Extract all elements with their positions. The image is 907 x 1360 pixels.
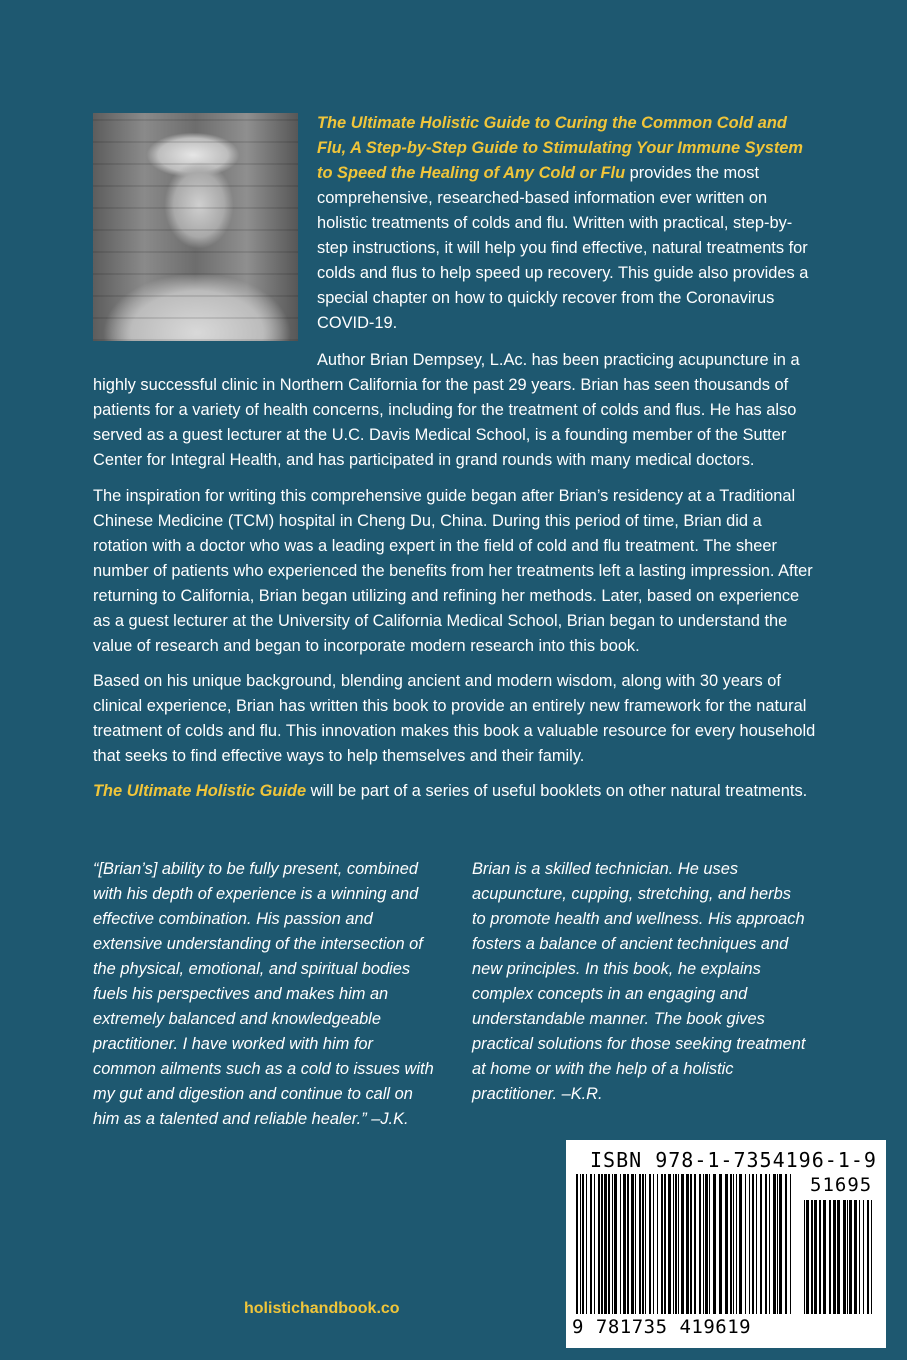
barcode-bar (843, 1200, 846, 1314)
barcode-bar (863, 1200, 864, 1314)
barcode-bar (582, 1174, 584, 1314)
addon-bars (802, 1200, 878, 1320)
barcode-bar (604, 1174, 607, 1314)
barcode-bar (627, 1174, 629, 1314)
series-text: will be part of a series of useful booklets on other natural treatments. (306, 782, 808, 800)
barcode-bar (765, 1174, 767, 1314)
barcode-bar (779, 1174, 782, 1314)
barcode-bar (811, 1200, 813, 1314)
barcode-bar (694, 1174, 696, 1314)
barcode-bar (745, 1174, 746, 1314)
barcode-bar (653, 1174, 654, 1314)
barcode-bar (681, 1174, 684, 1314)
barcode-bar (854, 1200, 857, 1314)
barcode-bar (598, 1174, 600, 1314)
barcode-bar (739, 1174, 742, 1314)
website-link[interactable]: holistichandbook.co (244, 1300, 400, 1317)
author-photo (93, 113, 298, 341)
barcode-bar (614, 1174, 617, 1314)
barcode-bar (657, 1174, 658, 1314)
barcode-bar (705, 1174, 708, 1314)
barcode-bar (661, 1174, 663, 1314)
intro-text: provides the most comprehensive, researched-based information ever written on holistic treatments of colds and flu. Written with practical, step-by-step instructions, it will help you find effective, natural treatments for colds and flus to help speed up recovery. This guide also provides a special chapter on how to quickly recover from the Coronavirus COVID-19. (317, 164, 809, 332)
barcode-bar (645, 1174, 646, 1314)
barcode-bar (719, 1174, 722, 1314)
barcode-bar (635, 1174, 636, 1314)
barcode-bar (678, 1174, 679, 1314)
ean-digits: 9 781735 419619 (572, 1316, 752, 1338)
barcode-bar (829, 1200, 831, 1314)
barcode-bar (760, 1174, 762, 1314)
barcode-bar (642, 1174, 644, 1314)
barcode-bar (749, 1174, 750, 1314)
barcode-bar (837, 1200, 840, 1314)
barcode-bar (608, 1174, 610, 1314)
barcode-bar (675, 1174, 677, 1314)
barcode-bar (736, 1174, 737, 1314)
barcode-bar (833, 1200, 836, 1314)
barcode-bar (649, 1174, 651, 1314)
barcode-bar (785, 1174, 787, 1314)
barcode-bar (847, 1200, 848, 1314)
isbn-barcode (566, 1140, 886, 1348)
barcode-bar (804, 1200, 805, 1314)
barcode-bar (580, 1174, 581, 1314)
barcode-bar (725, 1174, 728, 1314)
barcode-bar (690, 1174, 692, 1314)
barcode-bar (859, 1200, 860, 1314)
barcode-bar (668, 1174, 671, 1314)
price-code: 51695 (810, 1174, 873, 1196)
photo-wall-texture (93, 113, 298, 341)
ean-bars (574, 1174, 796, 1320)
barcode-bar (733, 1174, 734, 1314)
barcode-bar (703, 1174, 704, 1314)
barcode-bar (819, 1200, 821, 1314)
series-title: The Ultimate Holistic Guide (93, 782, 307, 800)
barcode-bar (814, 1200, 817, 1314)
barcode-bar (699, 1174, 701, 1314)
barcode-bar (673, 1174, 674, 1314)
series-paragraph (93, 779, 818, 804)
barcode-bar (773, 1174, 776, 1314)
barcode-bar (777, 1174, 778, 1314)
isbn-label: ISBN 978-1-7354196-1-9 (590, 1148, 877, 1172)
barcode-bar (730, 1174, 732, 1314)
testimonial-kr: Brian is a skilled technician. He uses acupuncture, cupping, stretching, and herbs to promote health and wellness. His approach fosters a balance of ancient techniques and new principles. In this book, he explains complex concepts in an engaging and understandable manner. The book gives practical solutions for those seeking treatment at home or with the help of a holistic practitioner. –K.R. (472, 860, 806, 1103)
barcode-bar (790, 1174, 791, 1314)
author-paragraph: Author Brian Dempsey, L.Ac. has been practicing acupuncture in a highly successful clinic in Northern California for the past 29 years. Brian has seen thousands of patients for a variety of health concerns, including for the treatment of colds and flus. He has also served as a guest lecturer at the U.C. Davis Medical School, is a founding member of the Sutter Center for Integral Health, and has participated in grand rounds with many medical doctors. (93, 351, 800, 469)
inspiration-paragraph: The inspiration for writing this comprehensive guide began after Brian’s residency at a Traditional Chinese Medicine (TCM) hospital in Cheng Du, China. During this period of time, Brian did a rotation with a doctor who was a leading expert in the field of cold and flu treatment. The sheer number of patients who experienced the benefits from her treatments left a lasting impression. After returning to California, Brian began utilizing and refining her methods. Later, based on experience as a guest lecturer at the University of California Medical School, Brian began to understand the value of research and began to incorporate modern research into this book. (93, 487, 813, 655)
barcode-bar (867, 1200, 869, 1314)
barcode-bar (631, 1174, 634, 1314)
barcode-bar (586, 1174, 587, 1314)
barcode-bar (620, 1174, 621, 1314)
barcode-bar (594, 1174, 595, 1314)
barcode-bar (576, 1174, 578, 1314)
testimonial-jk: “[Brian’s] ability to be fully present, combined with his depth of experience is a winning and effective combination. His passion and extensive understanding of the intersection of the physical, emotional, and spiritual bodies fuels his perspectives and makes him an extremely balanced and knowledgeable practitioner. I have worked with him for common ailments such as a cold to issues with my gut and digestion and continue to call on him as a talented and reliable healer.” –J.K. (93, 860, 434, 1128)
book-title: The Ultimate Holistic Guide to Curing the Common Cold and Flu, A Step-by-Step Guide to Stimulating Your Immune System to Speed the Healing of Any Cold or Flu (317, 114, 803, 182)
barcode-bar (823, 1200, 826, 1314)
barcode-bar (664, 1174, 666, 1314)
barcode-bar (769, 1174, 770, 1314)
intro-paragraph (317, 111, 817, 336)
barcode-bar (756, 1174, 757, 1314)
barcode-bar (686, 1174, 689, 1314)
barcode-bar (871, 1200, 872, 1314)
barcode-bar (639, 1174, 641, 1314)
barcode-bar (752, 1174, 754, 1314)
barcode-bar (806, 1200, 809, 1314)
barcode-bar (709, 1174, 710, 1314)
background-paragraph: Based on his unique background, blending ancient and modern wisdom, along with 30 years of clinical experience, Brian has written this book to provide an entirely new framework for the natural treatment of colds and flu. This innovation makes this book a valuable resource for every household that seeks to find effective ways to help themselves and their family. (93, 672, 816, 765)
barcode-bar (849, 1200, 852, 1314)
barcode-bar (713, 1174, 716, 1314)
barcode-bar (612, 1174, 613, 1314)
barcode-bar (590, 1174, 592, 1314)
barcode-bar (601, 1174, 603, 1314)
barcode-bar (623, 1174, 626, 1314)
